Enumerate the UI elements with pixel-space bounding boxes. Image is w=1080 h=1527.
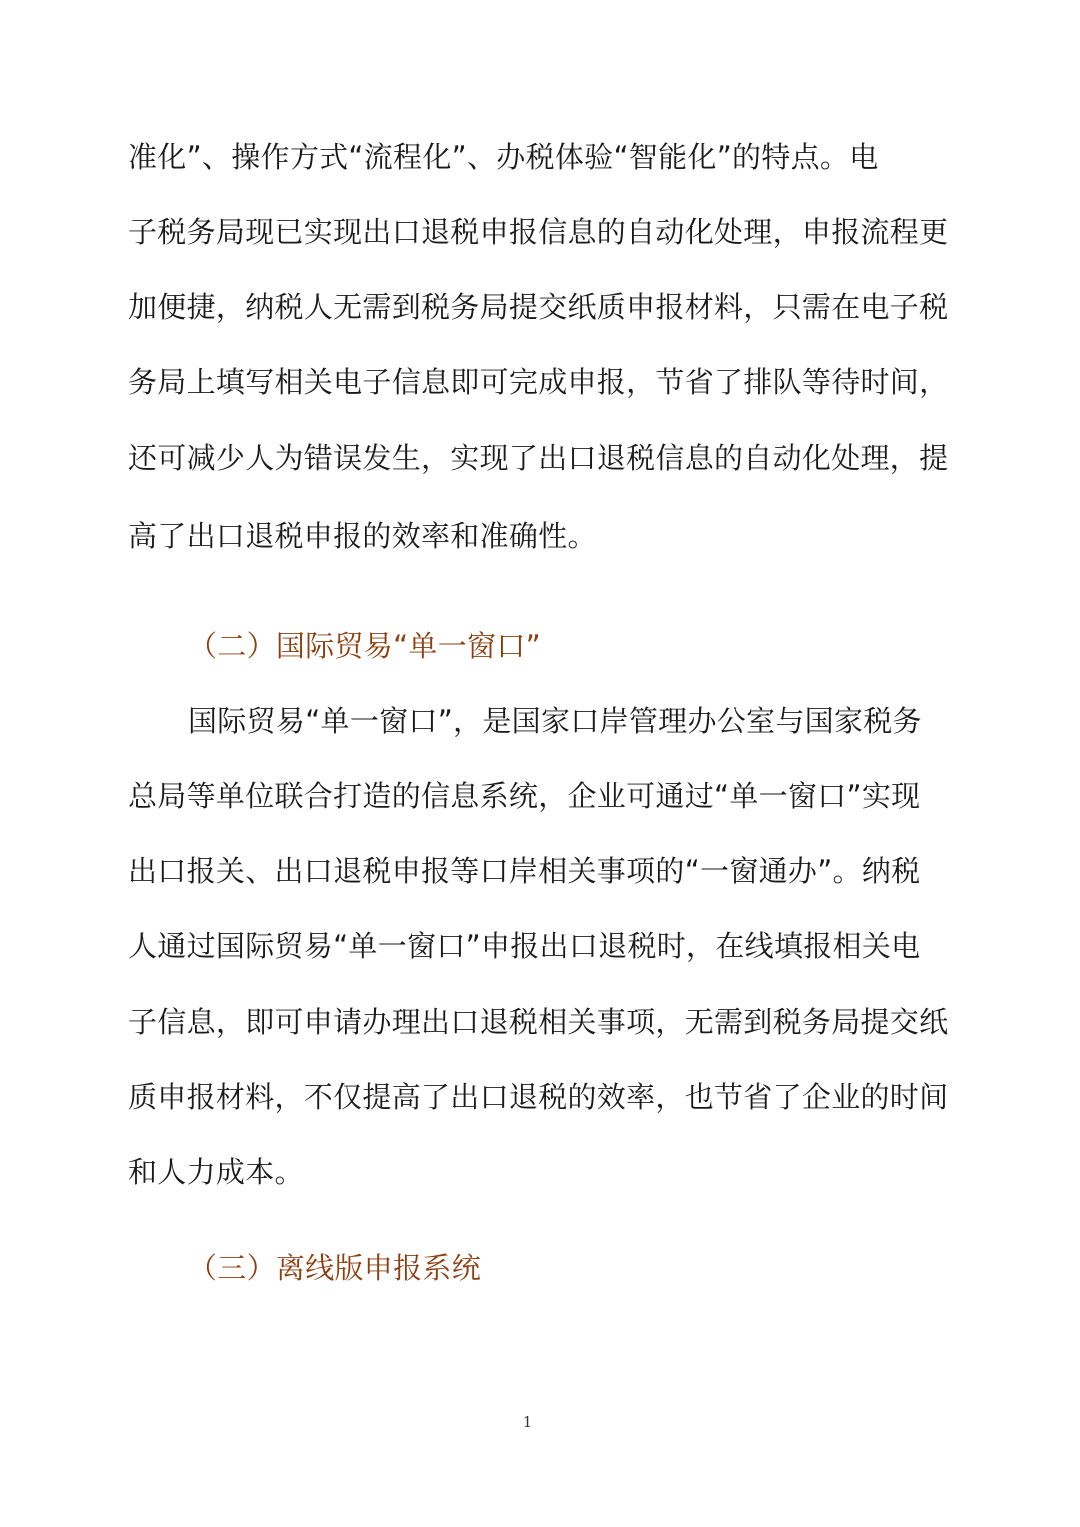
paragraph2-line-5: 子信息，即可申请办理出口退税相关事项，无需到税务局提交纸 (128, 1005, 949, 1039)
paragraph2-line-6: 质申报材料，不仅提高了出口退税的效率，也节省了企业的时间 (128, 1080, 949, 1114)
paragraph1-line-5: 还可减少人为错误发生，实现了出口退税信息的自动化处理，提 (128, 441, 949, 475)
paragraph2-line-3: 出口报关、出口退税申报等口岸相关事项的“一窗通办”。纳税 (128, 854, 921, 888)
paragraph1-line-4: 务局上填写相关电子信息即可完成申报，节省了排队等待时间， (128, 365, 949, 399)
paragraph1-line-6: 高了出口退税申报的效率和准确性。 (128, 519, 597, 553)
paragraph1-line-2: 子税务局现已实现出口退税申报信息的自动化处理，申报流程更 (128, 215, 949, 249)
paragraph1-line-1: 准化”、操作方式“流程化”、办税体验“智能化”的特点。电 (128, 140, 879, 174)
paragraph2-line-4: 人通过国际贸易“单一窗口”申报出口退税时，在线填报相关电 (128, 929, 921, 963)
paragraph2-line-7: 和人力成本。 (128, 1155, 304, 1189)
section-heading-2: （二）国际贸易“单一窗口” (188, 629, 541, 663)
paragraph2-line-2: 总局等单位联合打造的信息系统，企业可通过“单一窗口”实现 (128, 779, 921, 813)
section-heading-3: （三）离线版申报系统 (188, 1251, 482, 1285)
paragraph1-line-3: 加便捷，纳税人无需到税务局提交纸质申报材料，只需在电子税 (128, 290, 949, 324)
page-number: 1 (522, 1413, 533, 1431)
paragraph2-line-1: 国际贸易“单一窗口”，是国家口岸管理办公室与国家税务 (188, 704, 922, 738)
